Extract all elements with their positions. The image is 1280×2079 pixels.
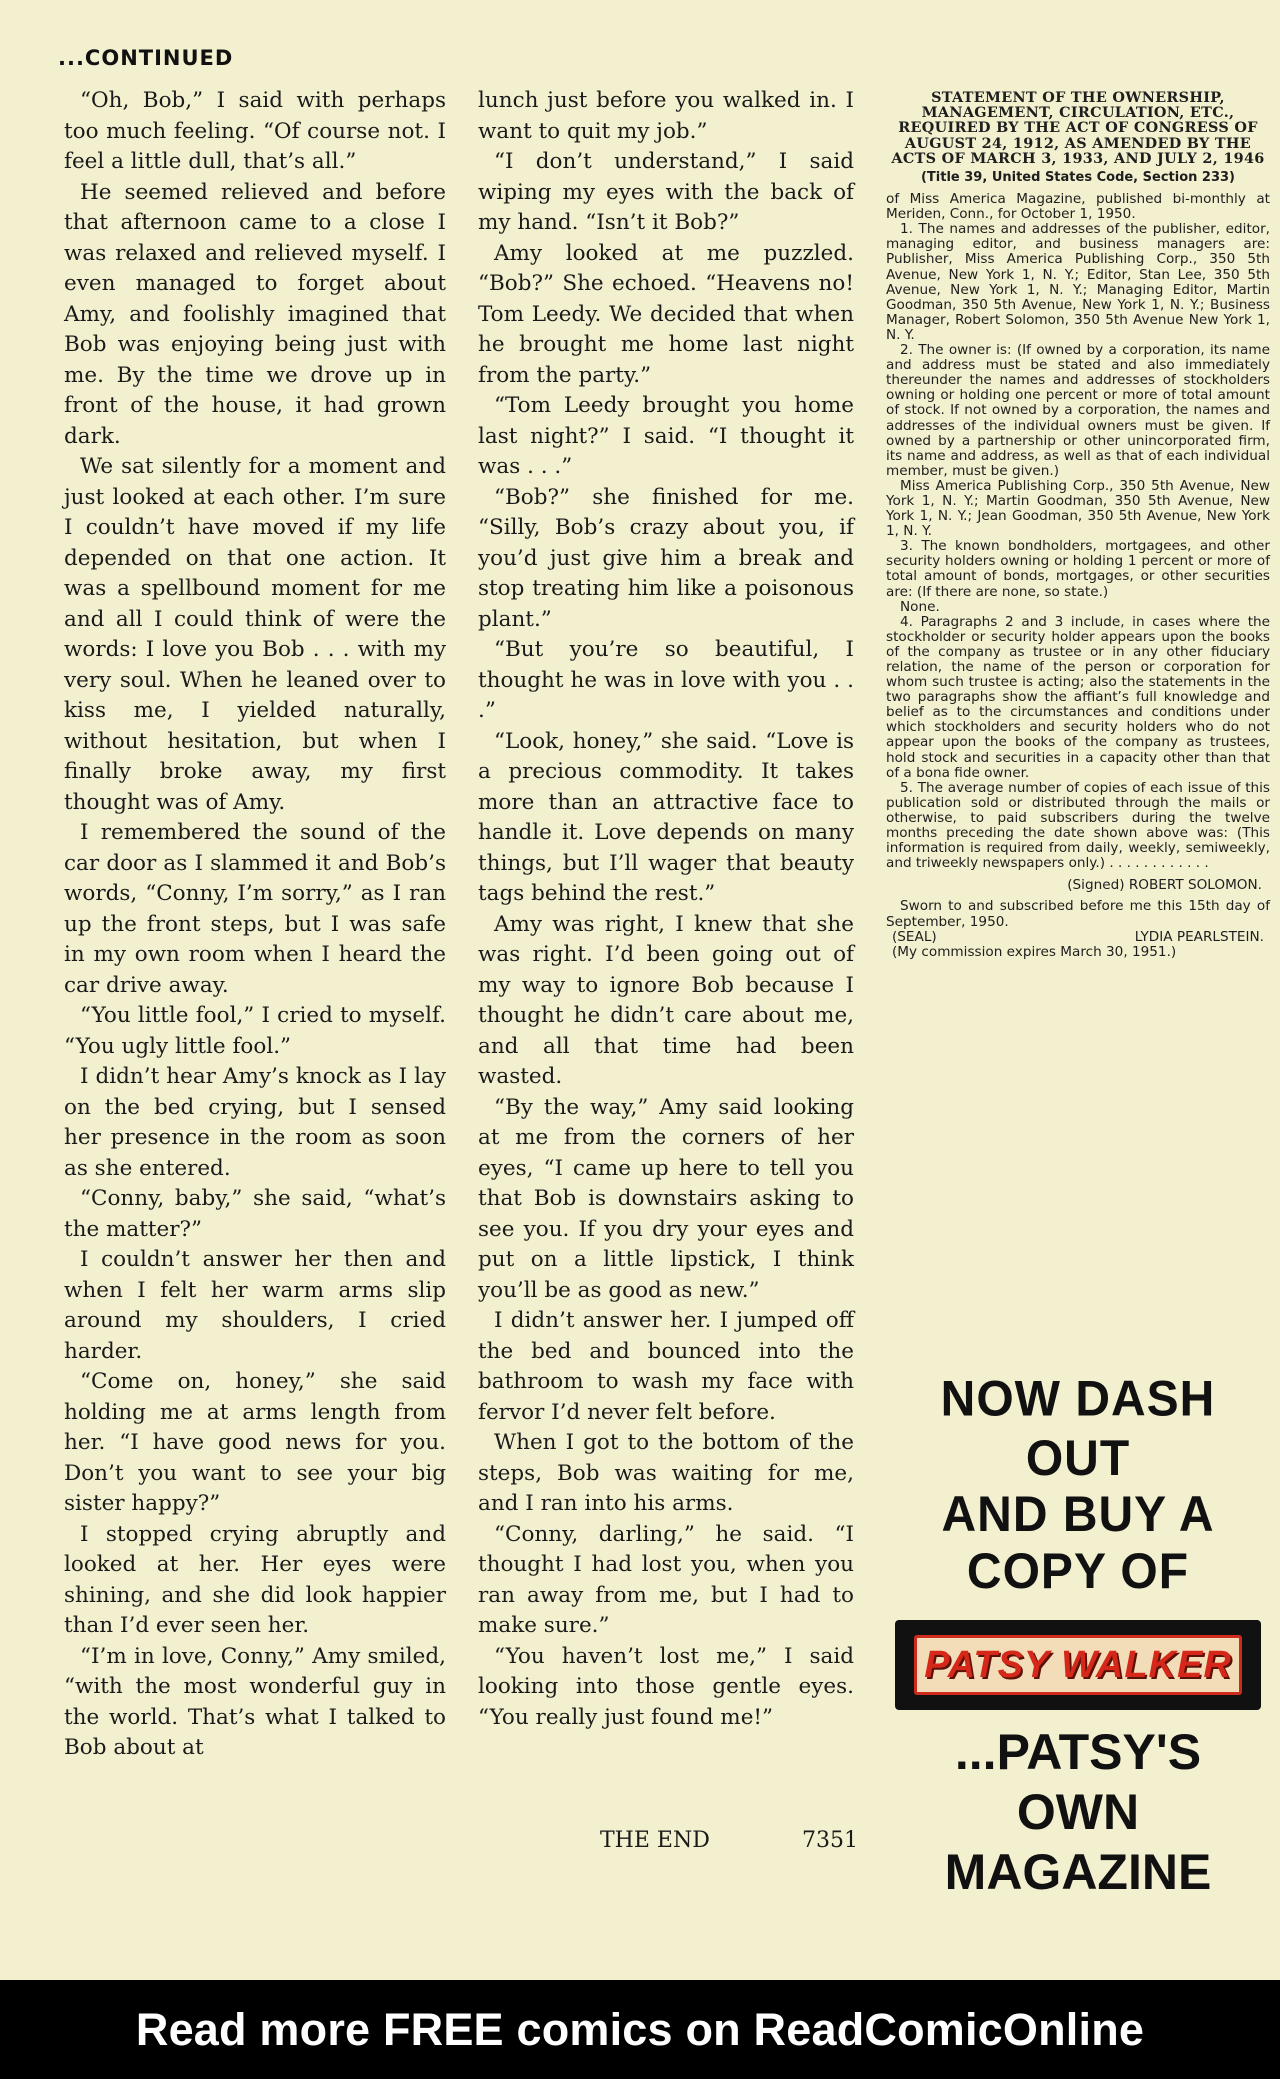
statement-paragraph: None. — [900, 598, 940, 615]
statement-seal-row — [892, 930, 1264, 945]
story-paragraph: “Bob?” she finished for me. “Silly, Bob’s crazy about you, if you’d just give him a break and stop treating him like a poisonous plant.” — [478, 484, 854, 632]
patsy-walker-logo — [895, 1620, 1261, 1710]
ad-line: NOW DASH OUT — [940, 1371, 1216, 1487]
story-paragraph: I didn’t answer her. I jumped off the bed and bounced into the bathroom to wash my face with fervor I’d never felt before. — [478, 1308, 854, 1425]
the-end-line — [600, 1828, 858, 1853]
continued-label: ...CONTINUED — [58, 46, 234, 70]
statement-paragraph: Miss America Publishing Corp., 350 5th Avenue, New York 1, N. Y.; Martin Goodman, 350 5th Avenue, New York 1, N. Y.; Jean Goodman, 350 5th Avenue, New York 1, N. Y. — [886, 477, 1270, 540]
story-paragraph: “I don’t understand,” I said wiping my eyes with the back of my hand. “Isn’t it Bob?” — [478, 149, 854, 235]
story-code: 7351 — [802, 1828, 858, 1853]
ad-line: OWN — [1016, 1784, 1140, 1840]
story-paragraph: “Conny, darling,” he said. “I thought I had lost you, when you ran away from me, but I had to make sure.” — [478, 1521, 854, 1638]
story-paragraph: When I got to the bottom of the steps, Bob was waiting for me, and I ran into his arms. — [478, 1430, 854, 1516]
story-paragraph: He seemed relieved and before that afternoon came to a close I was relaxed and relieved myself. I even managed to forget about Amy, and foolishly imagined that Bob was enjoying being just with me. By the time we drove up in front of the house, it had grown dark. — [64, 179, 446, 449]
story-paragraph: I remembered the sound of the car door as I slammed it and Bob’s words, “Conny, I’m sorry,” as I ran up the front steps, but I was safe in my own room when I heard the car drive away. — [64, 820, 446, 998]
story-paragraph: “You little fool,” I cried to myself. “You ugly little fool.” — [64, 1003, 446, 1059]
story-column-2 — [478, 86, 854, 1733]
ownership-statement — [886, 90, 1270, 960]
statement-paragraph: 4. Paragraphs 2 and 3 include, in cases where the stockholder or security holder appears upon the books of the company as trustee or in any other fiduciary relation, the name of the person or corporation for whom such trustee is acting; also the statements in the two paragraphs show the affiant’s full knowledge and belief as to the circumstances and conditions under which stockholders and security holders who do not appear upon the books of the company as trustees, hold stock and securities in a capacity other than that of a bona fide owner. — [886, 613, 1270, 781]
statement-heading: STATEMENT OF THE OWNERSHIP, MANAGEMENT, CIRCULATION, ETC., REQUIRED BY THE ACT OF CONGRESS OF AUGUST 24, 1912, AS AMENDED BY THE ACTS OF MARCH 3, 1933, AND JULY 2, 1946 — [891, 89, 1265, 167]
ad-line: COPY OF — [966, 1543, 1190, 1600]
patsy-walker-logo-text: PATSY WALKER — [924, 1643, 1232, 1686]
story-paragraph: “Tom Leedy brought you home last night?” I said. “I thought it was . . .” — [478, 393, 854, 479]
statement-sworn: Sworn to and subscribed before me this 15th day of September, 1950. — [886, 898, 1270, 930]
footer-link-text[interactable]: Read more FREE comics on ReadComicOnline — [135, 2003, 1145, 2055]
story-paragraph: I didn’t hear Amy’s knock as I lay on the bed crying, but I sensed her presence in the room as soon as she entered. — [64, 1064, 446, 1181]
story-paragraph: “Come on, honey,” she said holding me at arms length from her. “I have good news for you. Don’t you want to see your big sister happy?” — [64, 1369, 446, 1516]
statement-signature: (Signed) ROBERT SOLOMON. — [1067, 877, 1262, 894]
story-paragraph: Amy was right, I knew that she was right. I’d been going out of my way to ignore Bob because I thought he didn’t care about me, and all that time had been wasted. — [478, 911, 854, 1089]
story-column-1 — [64, 86, 446, 1764]
statement-subheading: (Title 39, United States Code, Section 233) — [920, 170, 1235, 186]
statement-paragraph: 5. The average number of copies of each issue of this publication sold or distributed through the mails or otherwise, to paid subscribers during the twelve months preceding the date shown above was: (This information is required from daily, weekly, semiweekly, and triweekly newspapers only.) . . . . . . . . . . . . — [886, 779, 1270, 872]
story-paragraph: “I’m in love, Conny,” Amy smiled, “with the most wonderful guy in the world. That’s what I talked to Bob about at — [64, 1643, 446, 1760]
statement-paragraph: 3. The known bondholders, mortgagees, and other security holders owning or holding 1 percent or more of total amount of bonds, mortgages, or other securities are: (If there are none, so state.) — [886, 538, 1270, 600]
story-paragraph: Amy looked at me puzzled. “Bob?” She echoed. “Heavens no! Tom Leedy. We decided that when he brought me home last night from the party.” — [478, 240, 854, 388]
notary-name: LYDIA PEARLSTEIN. — [1134, 928, 1264, 945]
story-paragraph: We sat silently for a moment and just looked at each other. I’m sure I couldn’t have moved if my life depended on that one action. It was a spellbound moment for me and all I could think of were the words: I love you Bob . . . with my very soul. When he leaned over to kiss me, I yielded naturally, without hesitation, but when I finally broke away, my first thought was of Amy. — [64, 454, 446, 815]
patsy-walker-ad — [886, 1372, 1270, 1902]
seal-label: (SEAL) — [892, 928, 937, 945]
ad-line: MAGAZINE — [944, 1844, 1212, 1900]
story-paragraph: lunch just before you walked in. I want to quit my job.” — [478, 88, 854, 144]
statement-paragraph: 2. The owner is: (If owned by a corporation, its name and address must be stated and also immediately thereunder the names and addresses of stockholders owning or holding one percent or more of total amount of stock. If not owned by a corporation, the names and addresses of the individual owners must be given. If owned by a partnership or other unincorporated firm, its name and address, as well as that of each individual member, must be given.) — [886, 342, 1270, 479]
story-paragraph: “You haven’t lost me,” I said looking into those gentle eyes. “You really just found me!” — [478, 1643, 854, 1730]
story-paragraph: “Look, honey,” she said. “Love is a precious commodity. It takes more than an attractive face to handle it. Love depends on many things, but I’ll wager that beauty tags behind the rest.” — [478, 728, 854, 906]
story-paragraph: “By the way,” Amy said looking at me from the corners of her eyes, “I came up here to tell you that Bob is downstairs asking to see you. If you dry your eyes and put on a little lipstick, I think you’ll be as good as new.” — [478, 1094, 854, 1303]
footer-banner[interactable] — [0, 1980, 1280, 2079]
ad-line: AND BUY A — [941, 1486, 1215, 1543]
story-paragraph: I stopped crying abruptly and looked at her. Her eyes were shining, and she did look happier than I’d ever seen her. — [64, 1521, 446, 1638]
statement-paragraph: 1. The names and addresses of the publisher, editor, managing editor, and business managers are: Publisher, Miss America Publishing Corp., 350 5th Avenue, New York 1, N. Y.; Editor, Stan Lee, 350 5th Avenue, New York 1, N. Y.; Managing Editor, Martin Goodman, 350 5th Avenue, New York 1, N. Y.; Business Manager, Robert Solomon, 350 5th Avenue New York 1, N. Y. — [886, 221, 1270, 343]
story-paragraph: “Conny, baby,” she said, “what’s the matter?” — [64, 1186, 446, 1242]
the-end-label: THE END — [600, 1828, 710, 1853]
patsy-walker-logo-panel — [914, 1635, 1242, 1695]
commission-note: (My commission expires March 30, 1951.) — [892, 943, 1177, 960]
story-paragraph: “But you’re so beautiful, I thought he was in love with you . . .” — [478, 637, 854, 723]
ad-line: ...PATSY'S — [954, 1724, 1202, 1780]
story-paragraph: “Oh, Bob,” I said with perhaps too much feeling. “Of course not. I feel a little dull, that’s all.” — [64, 88, 446, 174]
statement-paragraph: of Miss America Magazine, published bi-monthly at Meriden, Conn., for October 1, 1950. — [886, 191, 1270, 223]
story-paragraph: I couldn’t answer her then and when I felt her warm arms slip around my shoulders, I cried harder. — [64, 1247, 446, 1364]
